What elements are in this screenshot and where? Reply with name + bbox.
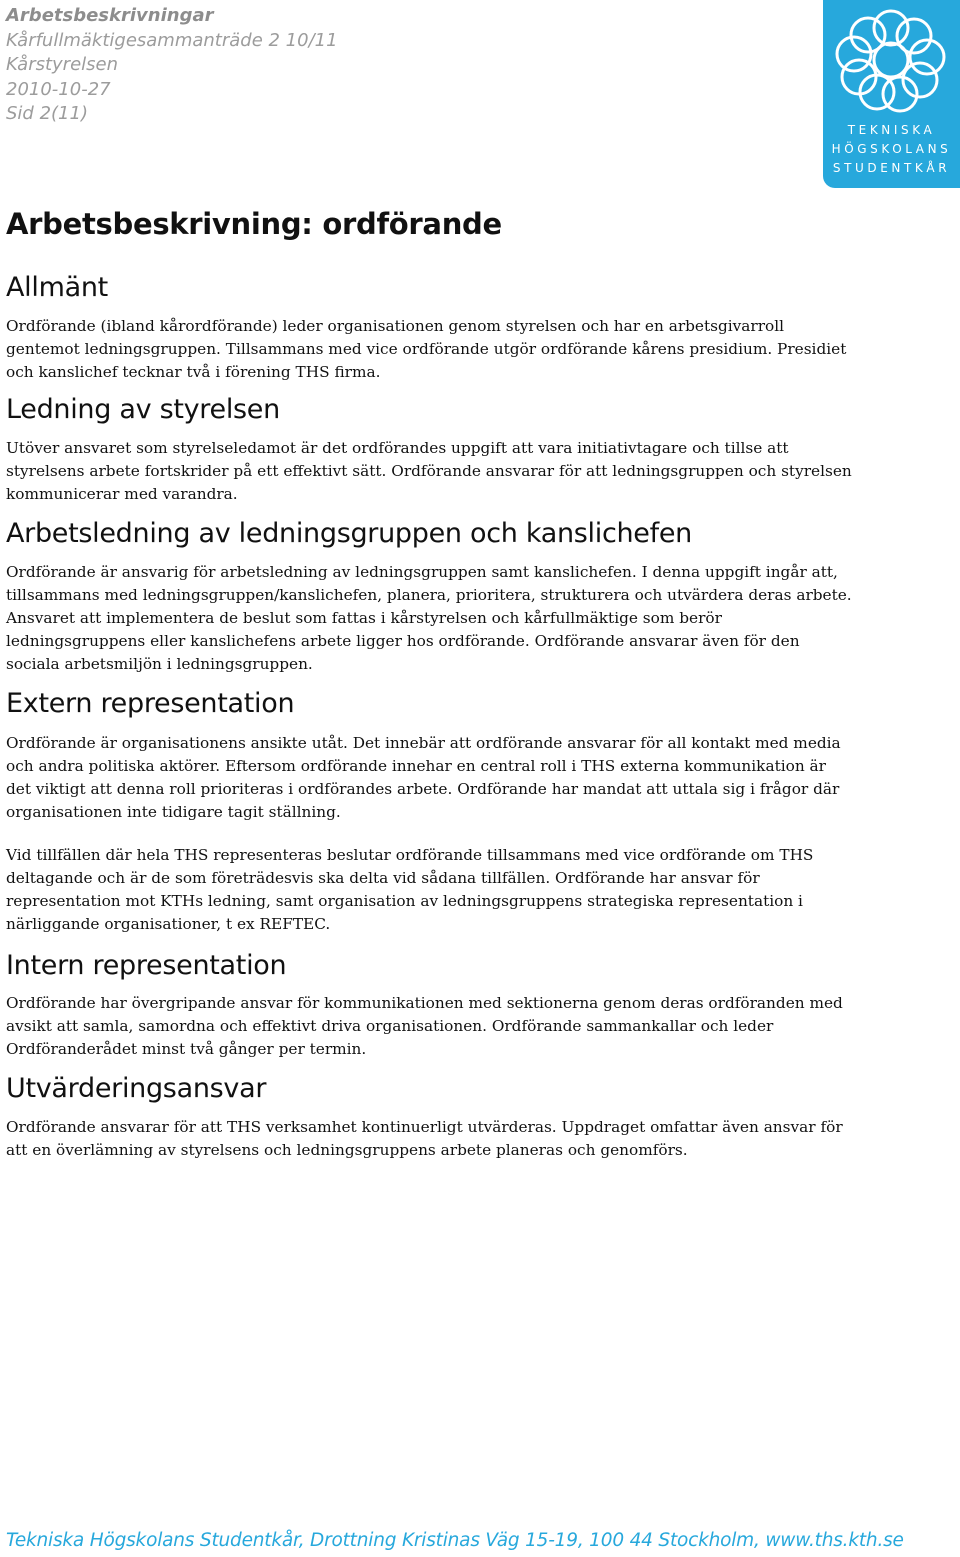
header-date: 2010-10-27 bbox=[6, 78, 111, 100]
header-page-number: Sid 2(11) bbox=[6, 103, 88, 124]
section-paragraph: Ordförande har övergripande ansvar för kommunikationen med sektionerna genom deras ordföranden med avsikt att samla, samordna och effektivt driva organisationen. Ordförande sammankallar och leder Ordföranderådet minst två gånger per termin. bbox=[6, 994, 843, 1058]
section-ledning-av-styrelsen bbox=[6, 393, 854, 506]
header-meeting: Kårfullmäktigesammanträde 2 10/11 bbox=[6, 29, 338, 51]
section-extern-representation bbox=[6, 687, 854, 936]
section-paragraph: Ordförande (ibland kårordförande) leder organisationen genom styrelsen och har en arbetsgivarroll gentemot ledningsgruppen. Tillsammans med vice ordförande utgör ordförande kårens presidium. Presidiet och kanslichef tecknar två i förening THS firma. bbox=[6, 317, 847, 381]
section-paragraph: Ordförande ansvarar för att THS verksamhet kontinuerligt utvärderas. Uppdraget omfattar även ansvar för att en överlämning av styrelsens och ledningsgruppens arbete planeras och genomförs. bbox=[6, 1118, 843, 1159]
section-paragraph: Ordförande är organisationens ansikte utåt. Det innebär att ordförande ansvarar för all kontakt med media och andra politiska aktörer. Eftersom ordförande innehar en central roll i THS externa kommunikation är det viktigt att denna roll prioriteras i ordförandes arbete. Ordförande har mandat att uttala sig i frågor där organisationen inte tidigare tagit ställning. bbox=[6, 734, 841, 821]
section-heading: Utvärderingsansvar bbox=[6, 1073, 267, 1104]
section-utvarderingsansvar bbox=[6, 1072, 854, 1162]
section-heading: Ledning av styrelsen bbox=[6, 394, 280, 425]
section-heading: Extern representation bbox=[6, 688, 295, 719]
section-heading: Intern representation bbox=[6, 950, 287, 981]
logo-line-2: HÖGSKOLANS bbox=[831, 142, 952, 156]
section-paragraph: Vid tillfällen där hela THS representeras beslutar ordförande tillsammans med vice ordförande om THS deltagande och är de som företrädesvis ska delta vid sådana tillfällen. Ordförande har ansvar för representation mot KTHs ledning, samt organisation av ledningsgruppens strategiska representation i närliggande organisationer, t ex REFTEC. bbox=[6, 846, 814, 933]
ths-logo bbox=[823, 0, 960, 188]
document-body bbox=[6, 200, 854, 1162]
document-title: Arbetsbeskrivning: ordförande bbox=[6, 207, 502, 241]
document-footer: Tekniska Högskolans Studentkår, Drottning Kristinas Väg 15-19, 100 44 Stockholm, www.ths.kth.se bbox=[6, 1530, 904, 1551]
section-allmant bbox=[6, 271, 854, 384]
header-title: Arbetsbeskrivningar bbox=[6, 5, 214, 26]
document-header bbox=[6, 4, 338, 127]
section-heading: Arbetsledning av ledningsgruppen och kanslichefen bbox=[6, 518, 692, 549]
section-paragraph: Ordförande är ansvarig för arbetsledning av ledningsgruppen samt kanslichefen. I denna uppgift ingår att, tillsammans med ledningsgruppen/kanslichefen, planera, prioritera, strukturera och utvärdera deras arbete. Ansvaret att implementera de beslut som fattas i kårstyrelsen och kårfullmäktige som berör ledningsgruppens eller kanslichefens arbete ligger hos ordförande. Ordförande ansvarar även för den sociala arbetsmiljön i ledningsgruppen. bbox=[6, 563, 852, 673]
section-intern-representation bbox=[6, 949, 854, 1061]
section-arbetsledning bbox=[6, 517, 854, 676]
header-board: Kårstyrelsen bbox=[6, 54, 119, 75]
logo-line-3: STUDENTKÅR bbox=[832, 161, 951, 175]
section-heading: Allmänt bbox=[6, 272, 108, 303]
section-paragraph: Utöver ansvaret som styrelseledamot är det ordförandes uppgift att vara initiativtagare och tillse att styrelsens arbete fortskrider på ett effektivt sätt. Ordförande ansvarar för att ledningsgruppen och styrelsen kommunicerar med varandra. bbox=[6, 439, 852, 503]
interlocking-rings-logo-icon bbox=[823, 0, 960, 120]
logo-line-1: TEKNISKA bbox=[847, 123, 936, 137]
